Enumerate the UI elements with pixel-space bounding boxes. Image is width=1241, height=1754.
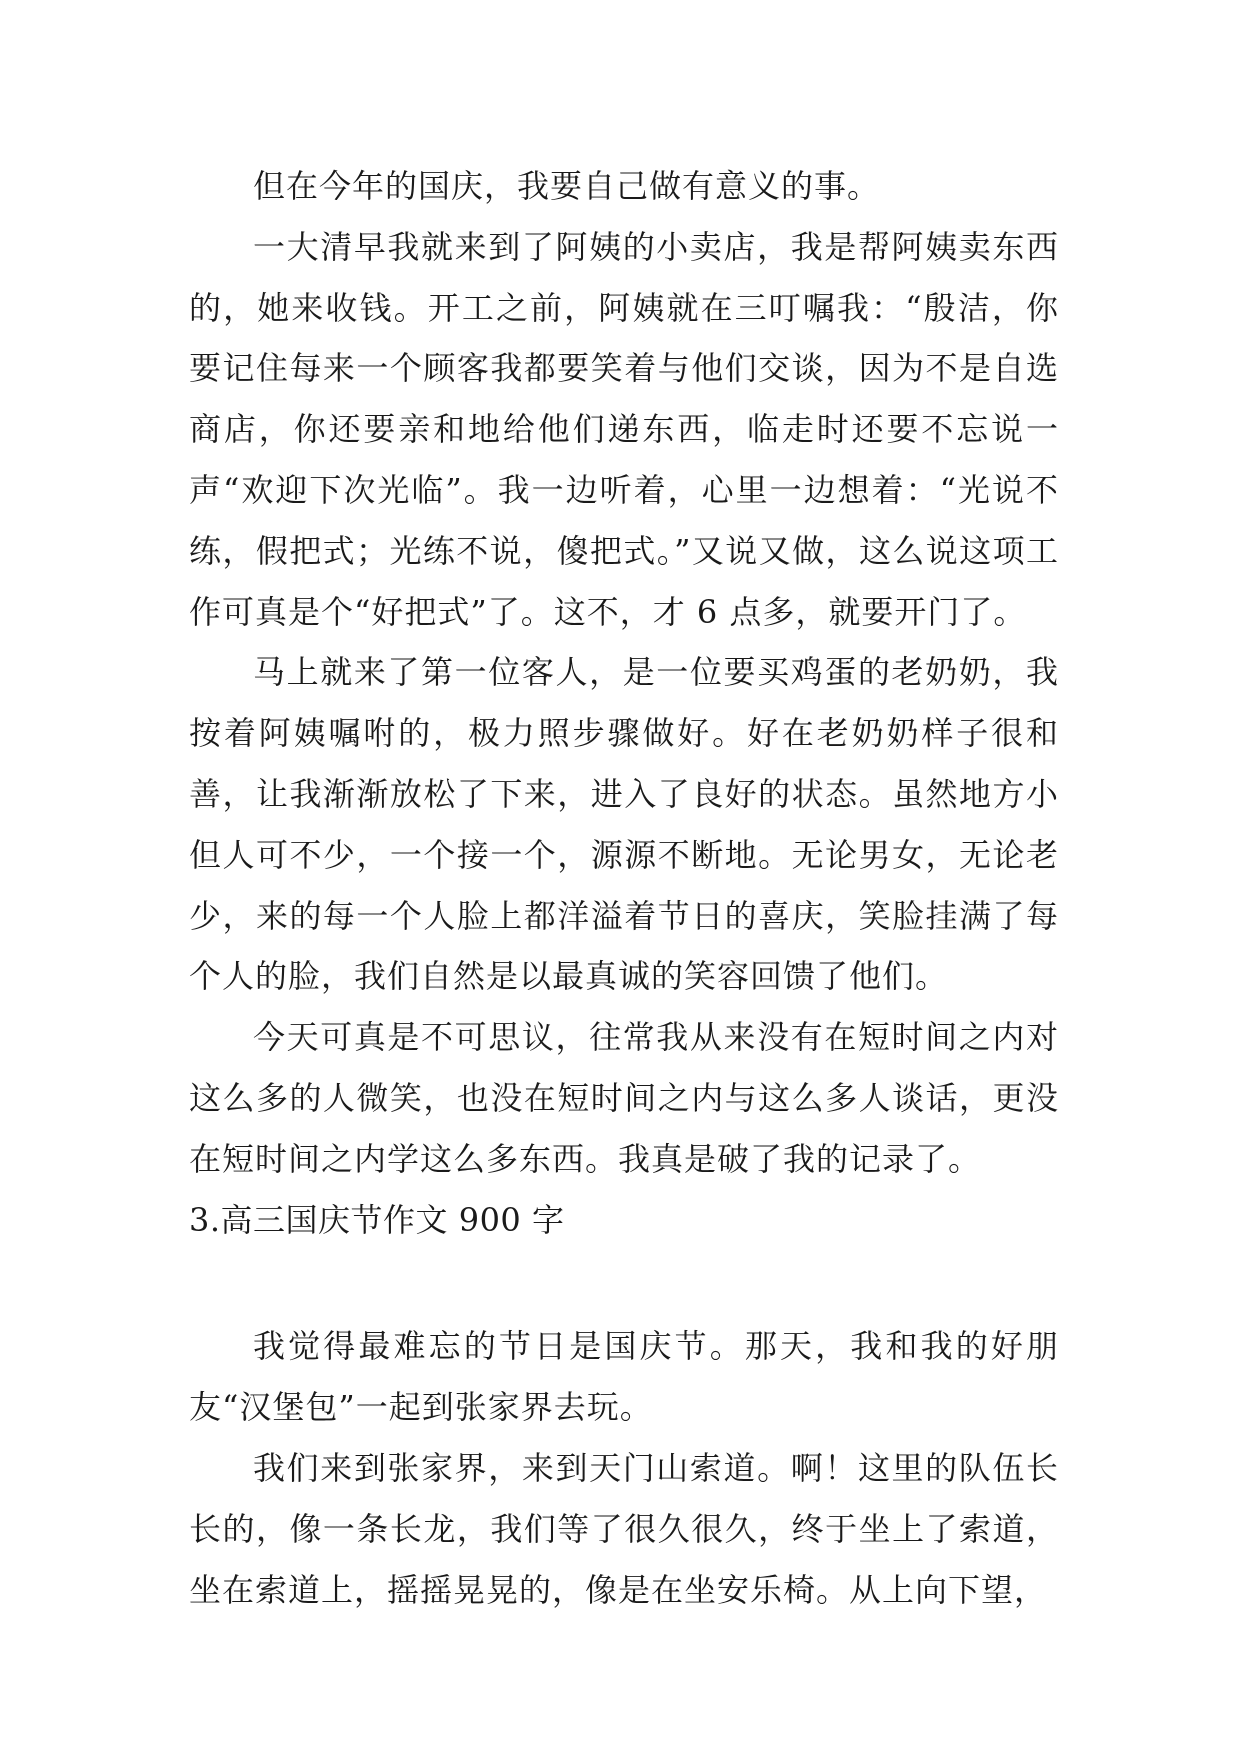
paragraph: 今天可真是不可思议，往常我从来没有在短时间之内对这么多的人微笑，也没在短时间之内与这么多人谈话，更没在短时间之内学这么多东西。我真是破了我的记录了。 bbox=[189, 1018, 1059, 1178]
section-heading: 3.高三国庆节作文 900 字 bbox=[189, 1200, 565, 1239]
document-body bbox=[189, 156, 1059, 1620]
paragraph: 一大清早我就来到了阿姨的小卖店，我是帮阿姨卖东西的，她来收钱。开工之前，阿姨就在三叮嘱我：“殷洁，你要记住每来一个顾客我都要笑着与他们交谈，因为不是自选商店，你还要亲和地给他们递东西，临走时还要不忘说一声“欢迎下次光临”。我一边听着，心里一边想着：“光说不练，假把式；光练不说，傻把式。”又说又做，这么说这项工作可真是个“好把式”了。这不，才 6 点多，就要开门了。 bbox=[189, 227, 1059, 631]
section-gap bbox=[189, 1250, 1059, 1316]
paragraph: 我觉得最难忘的节日是国庆节。那天，我和我的好朋友“汉堡包”一起到张家界去玩。 bbox=[189, 1327, 1059, 1427]
paragraph: 我们来到张家界，来到天门山索道。啊！这里的队伍长长的，像一条长龙，我们等了很久很久，终于坐上了索道，坐在索道上，摇摇晃晃的，像是在坐安乐椅。从上向下望， bbox=[189, 1448, 1059, 1609]
paragraph: 马上就来了第一位客人，是一位要买鸡蛋的老奶奶，我按着阿姨嘱咐的，极力照步骤做好。好在老奶奶样子很和善，让我渐渐放松了下来，进入了良好的状态。虽然地方小但人可不少，一个接一个，源源不断地。无论男女，无论老少，来的每一个人脸上都洋溢着节日的喜庆，笑脸挂满了每个人的脸，我们自然是以最真诚的笑容回馈了他们。 bbox=[189, 653, 1059, 996]
paragraph: 但在今年的国庆，我要自己做有意义的事。 bbox=[253, 167, 881, 205]
